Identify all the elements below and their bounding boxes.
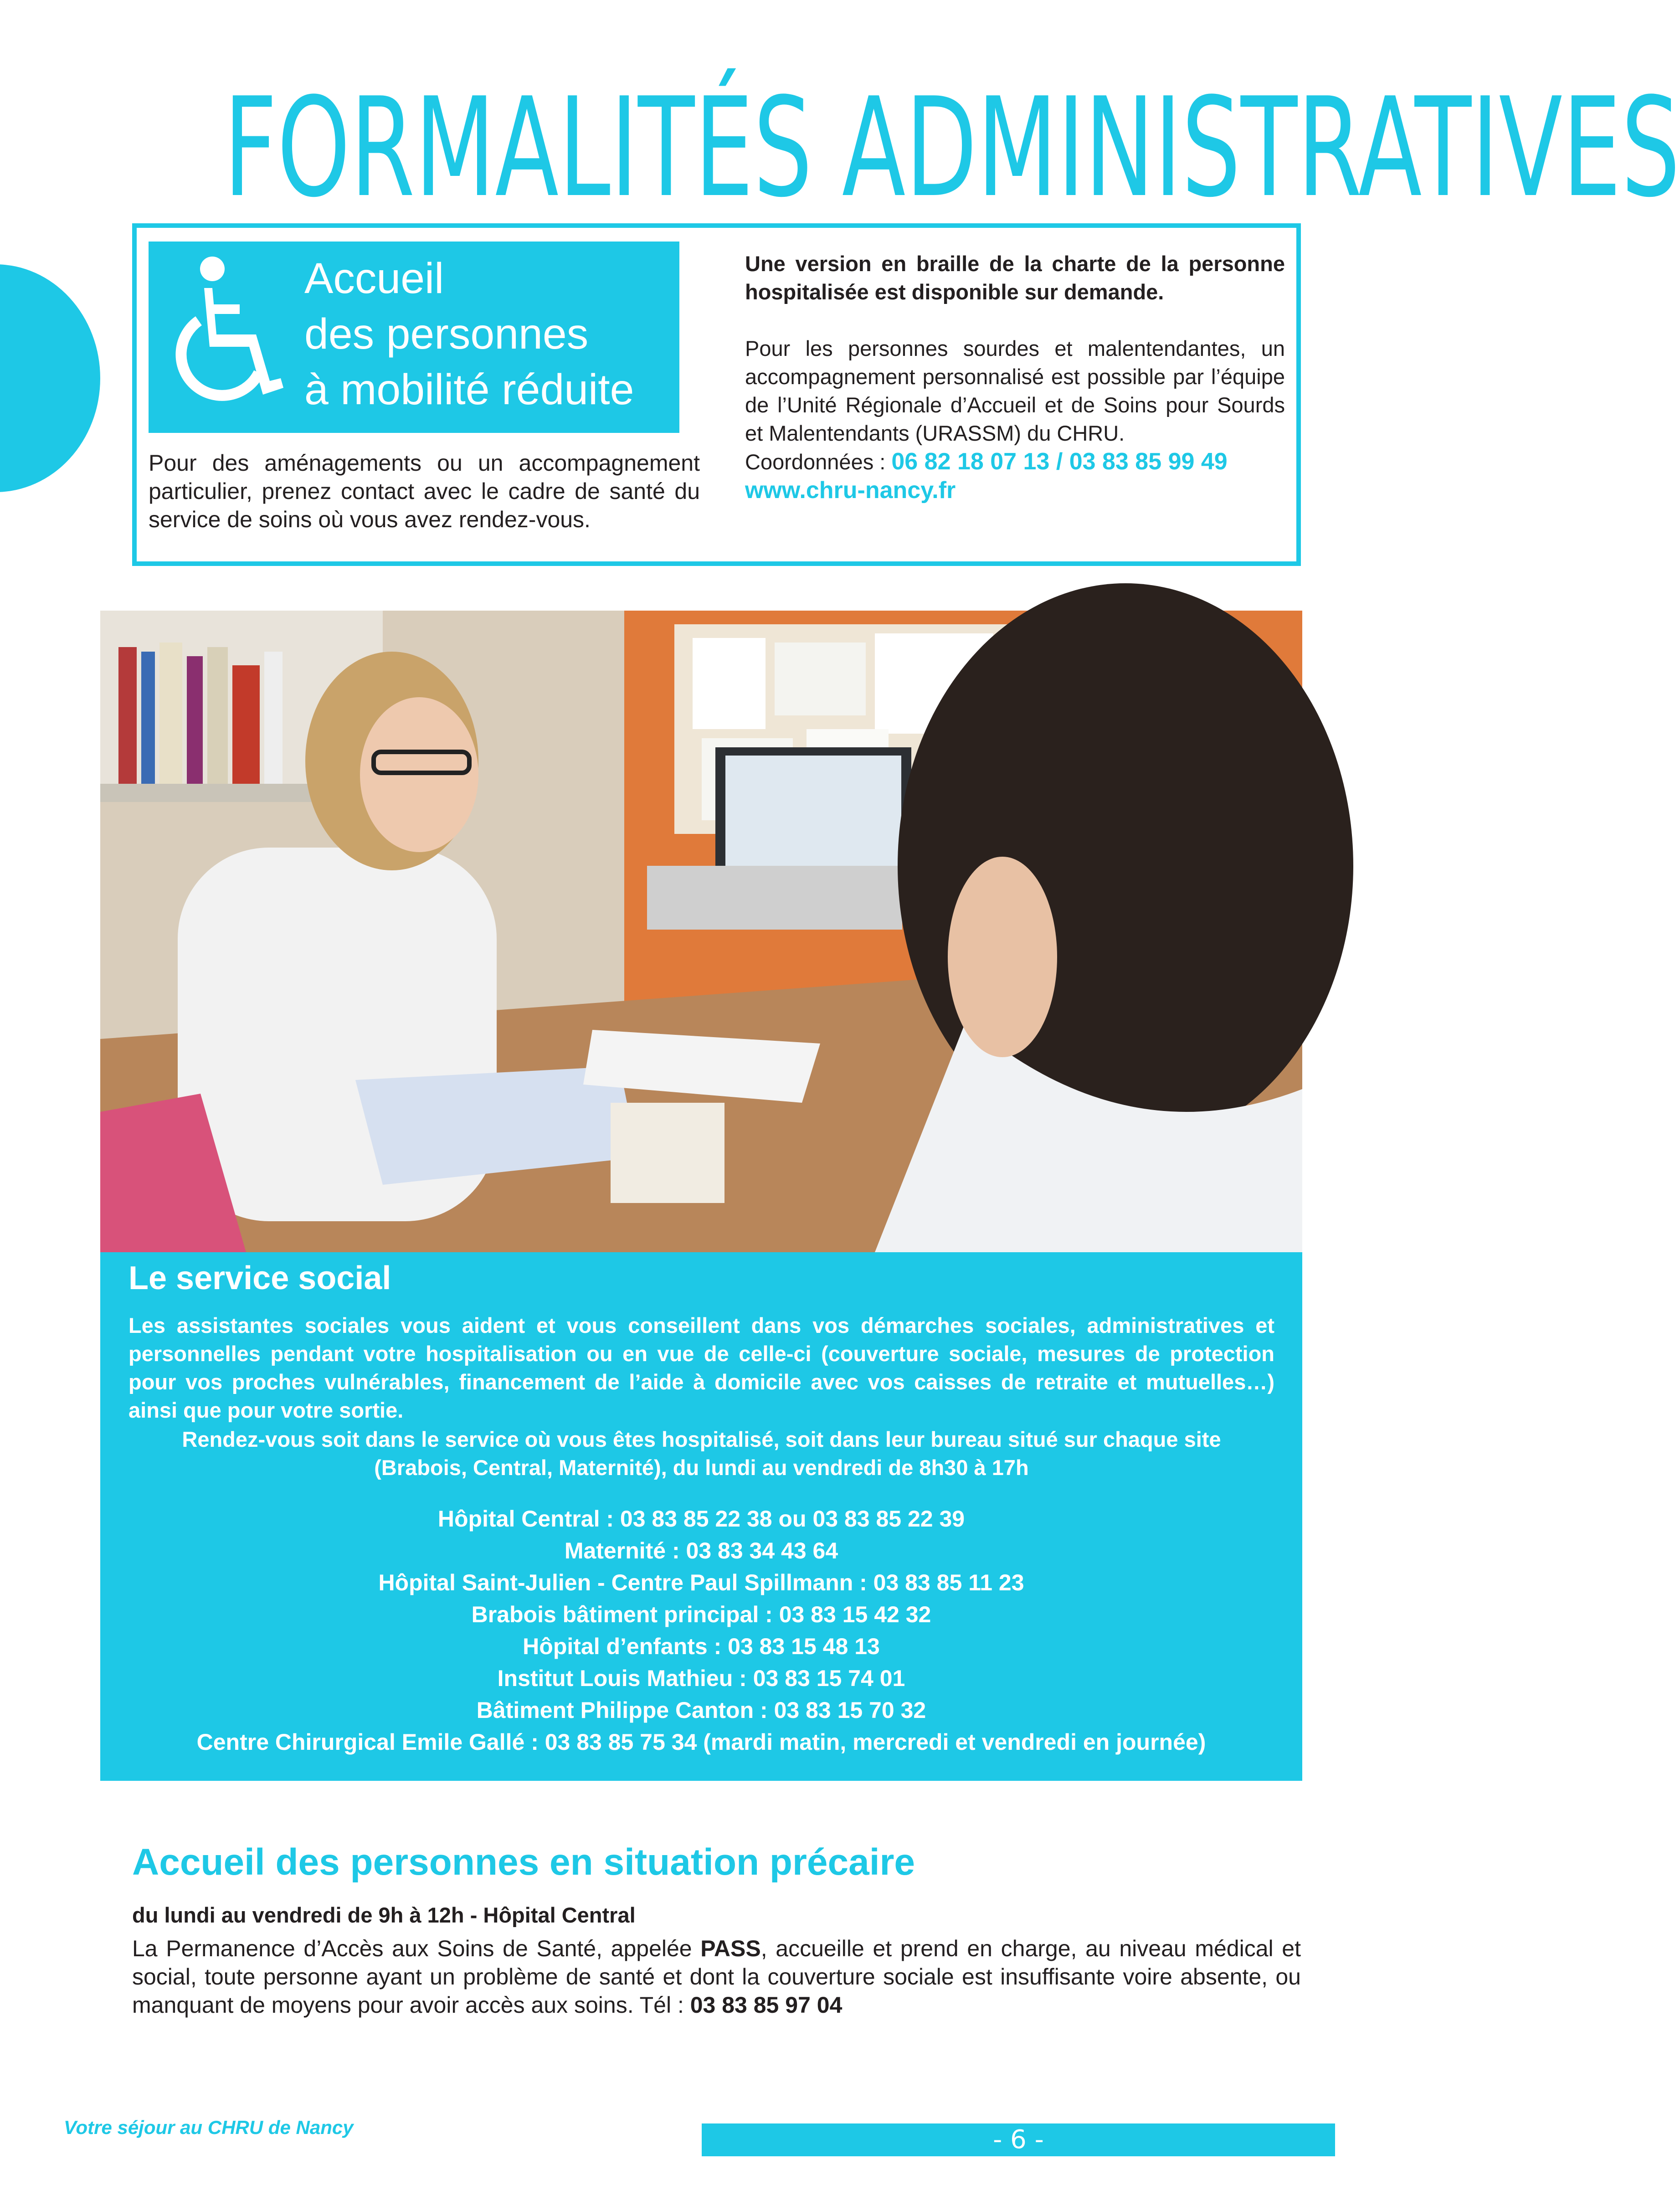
page-number: - 6 - [702,2123,1335,2156]
side-tab-decoration [0,264,100,492]
precarious-text [132,1934,1301,2019]
appointment-line: Rendez-vous soit dans le service où vous êtes hospitalisé, soit dans leur bureau situé sur chaque site [182,1427,1221,1451]
deaf-support-text: Pour les personnes sourdes et malentendantes, un accompagnement personnalisé est possible par l’équipe de l’Unité Régionale d’Accueil et de Soins pour Sourds et Malentendants (URASSM) du CHRU. [745,336,1285,445]
phone-item: Hôpital Saint-Julien - Centre Paul Spillmann : 03 83 85 11 23 [378,1570,1024,1595]
precarious-phone: 03 83 85 97 04 [690,1992,843,2018]
mobility-title-line: des personnes [304,310,589,358]
mobility-title-line: à mobilité réduite [304,365,634,414]
phone-item: Brabois bâtiment principal : 03 83 15 42 32 [471,1602,931,1627]
social-body: Les assistantes sociales vous aident et vous conseillent dans vos démarches sociales, administratives et personnelles pendant votre hospitalisation ou en vue de celle-ci (couverture sociale, mesures de protection pour vos proches vulnérables, financement de l’aide à domicile avec vos caisses de retraite et mutuelles…) ainsi que pour votre sortie. [128,1313,1274,1422]
precarious-title: Accueil des personnes en situation précaire [132,1841,915,1883]
wheelchair-icon [171,255,308,412]
phone-item: Maternité : 03 83 34 43 64 [564,1538,838,1563]
social-phone-list [100,1503,1302,1758]
mobility-text: Pour des aménagements ou un accompagnement particulier, prenez contact avec le cadre de santé du service de soins où vous avez rendez-vous. [149,450,700,532]
phone-item: Centre Chirurgical Emile Gallé : 03 83 85 75 34 (mardi matin, mercredi et vendredi en journée) [196,1729,1206,1755]
social-title: Le service social [128,1260,391,1296]
braille-column [745,250,1285,505]
website-line [745,476,1285,505]
mobility-title [304,251,673,417]
footer-text: Votre séjour au CHRU de Nancy [64,2117,354,2138]
phone-item: Hôpital d’enfants : 03 83 15 48 13 [523,1634,880,1659]
precarious-text-end: , accueille et prend en charge, au niveau médical et social, toute personne ayant un problème de santé et dont la couverture sociale est insuffisante voire absente, ou manquant de moyens pour avoir accès aux soins. Tél : [132,1936,1301,2018]
phone-item: Bâtiment Philippe Canton : 03 83 15 70 32 [476,1697,926,1723]
page-title: FORMALITÉS ADMINISTRATIVES [223,68,1680,227]
phone-item: Hôpital Central : 03 83 85 22 38 ou 03 83 85 22 39 [437,1506,965,1532]
phone-item: Institut Louis Mathieu : 03 83 15 74 01 [497,1666,905,1691]
consultation-photo [100,611,1302,1252]
social-appointment [128,1425,1274,1482]
mobility-banner [149,242,679,433]
precarious-text-start: La Permanence d’Accès aux Soins de Santé, appelée [132,1936,701,1961]
mobility-title-line: Accueil [304,254,444,303]
appointment-line: (Brabois, Central, Maternité), du lundi au vendredi de 8h30 à 17h [374,1455,1029,1480]
coordinates-phones: 06 82 18 07 13 / 03 83 85 99 49 [891,448,1228,475]
pass-label: PASS [700,1936,761,1961]
braille-note: Une version en braille de la charte de la personne hospitalisée est disponible sur demande. [745,252,1285,304]
precarious-hours: du lundi au vendredi de 9h à 12h - Hôpital Central [132,1903,636,1927]
coordinates-label: Coordonnées : [745,450,892,474]
coordinates-line [745,447,1285,476]
website-link[interactable]: www.chru-nancy.fr [745,477,956,504]
social-service-panel [100,1252,1302,1781]
